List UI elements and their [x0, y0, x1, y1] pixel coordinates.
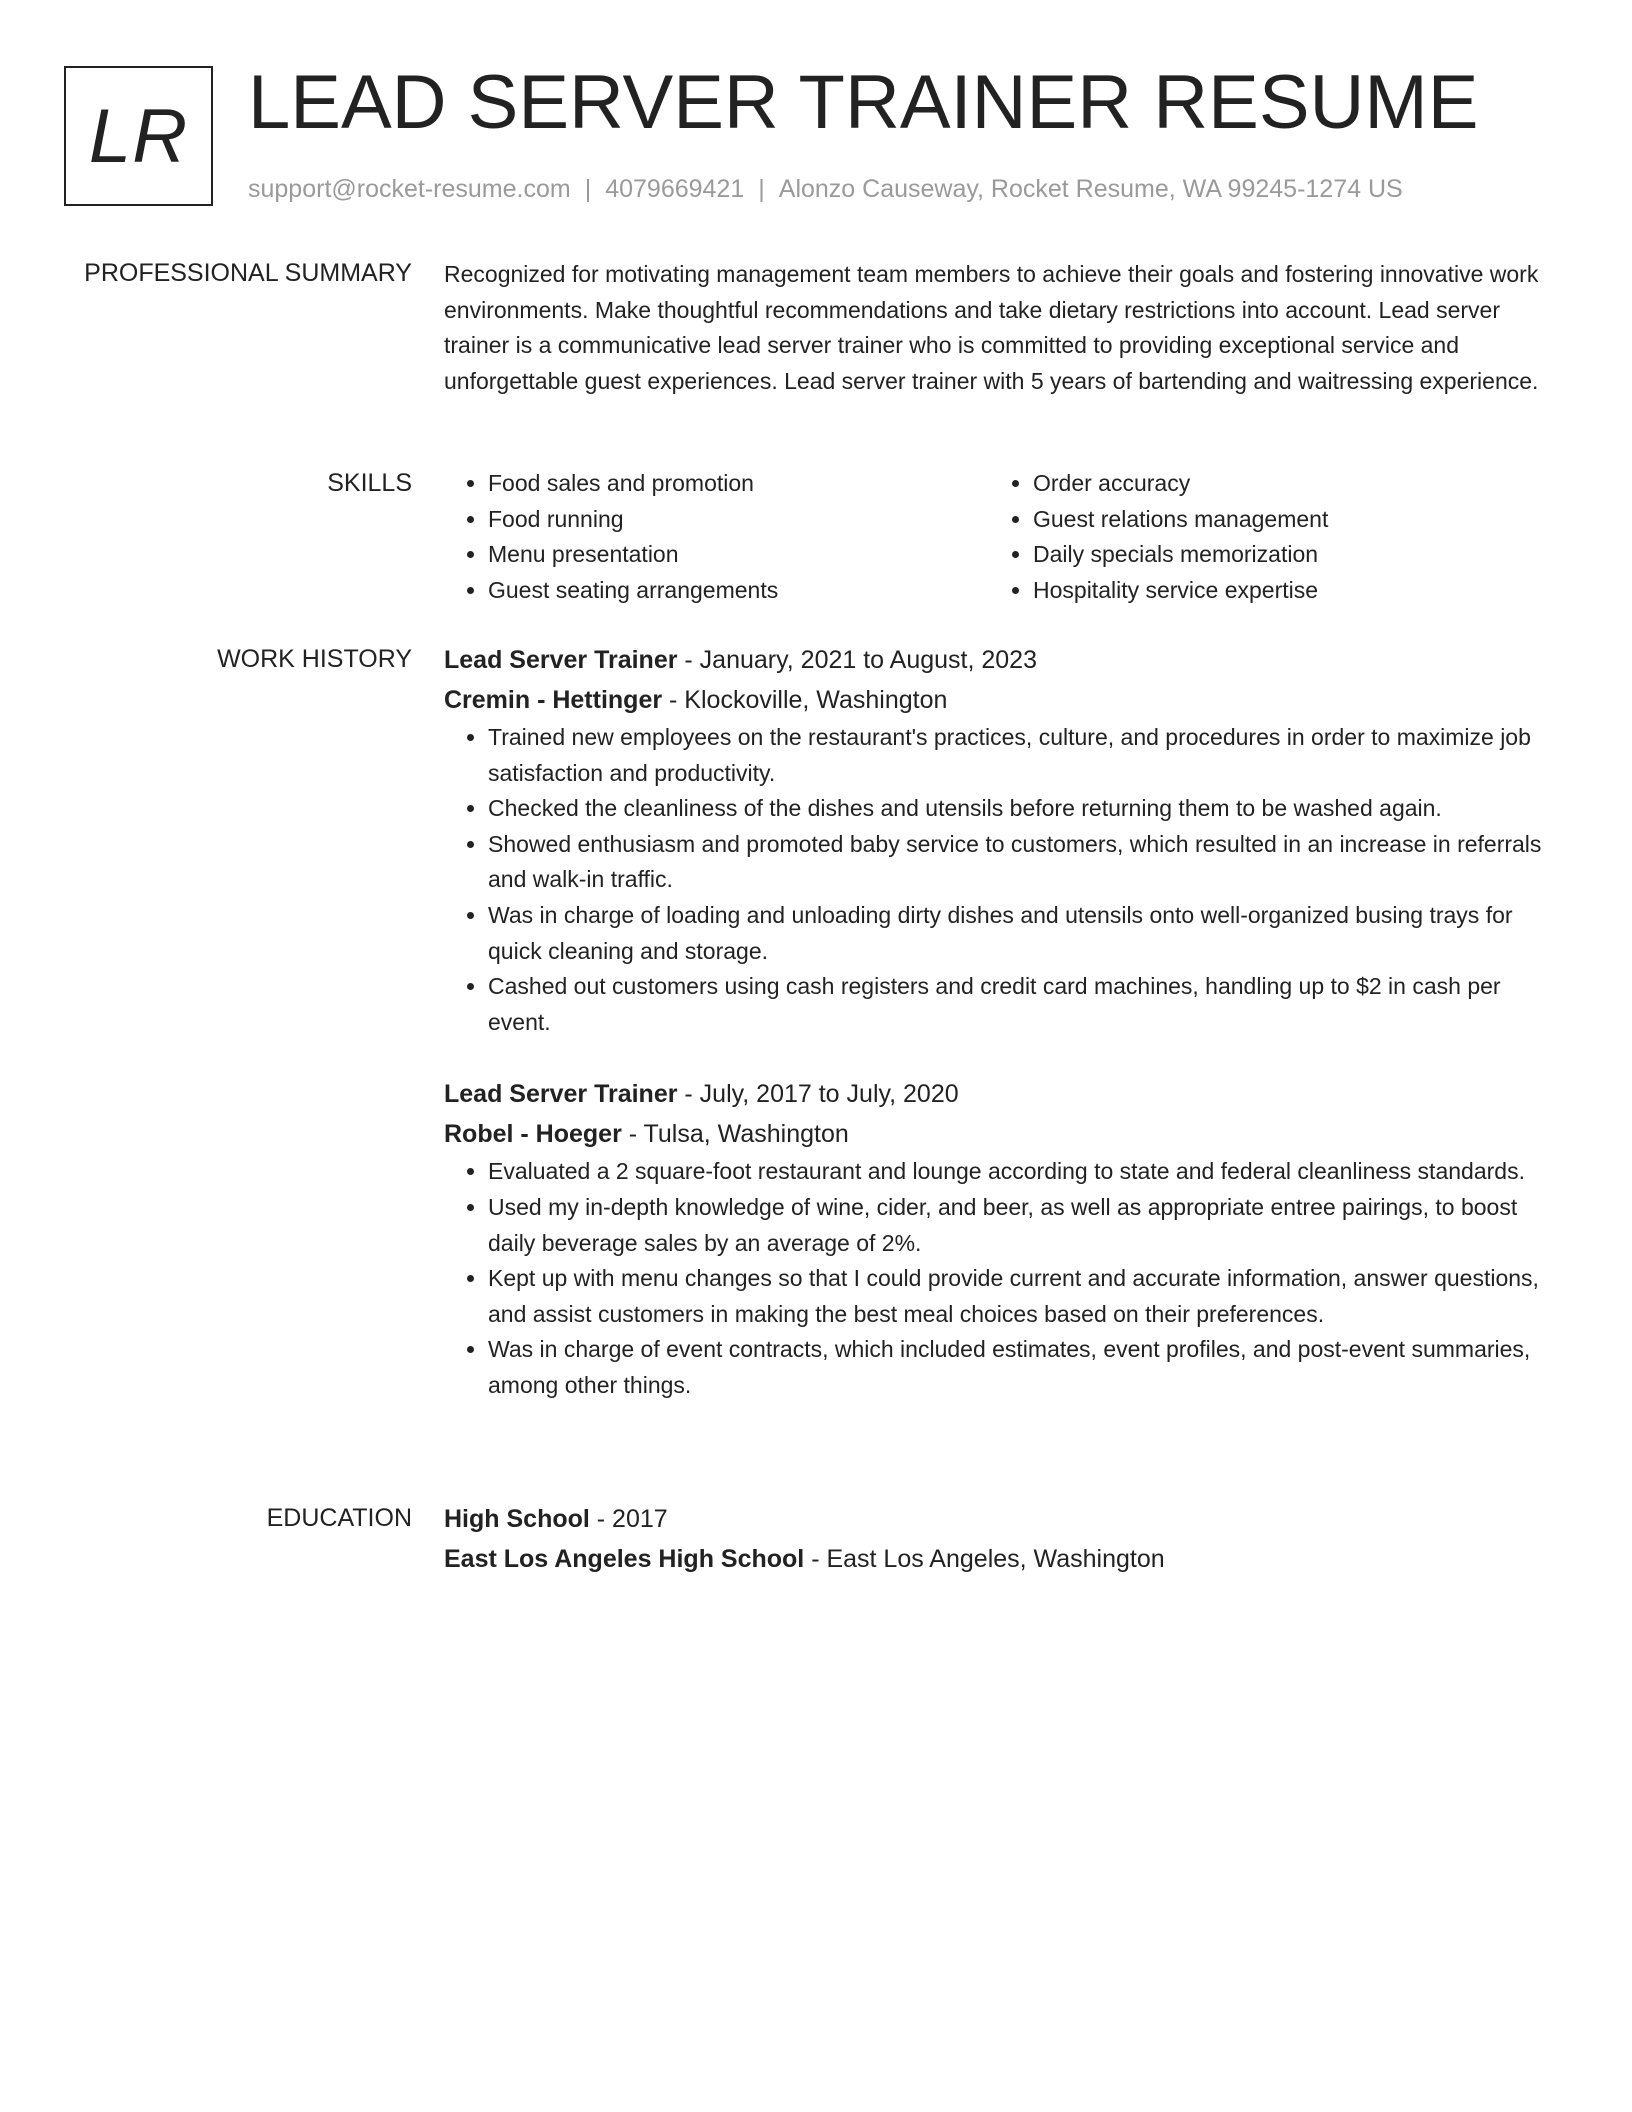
contact-separator: |: [584, 175, 592, 203]
skill-item: • Menu presentation: [488, 537, 989, 573]
skills-grid: [444, 466, 1554, 608]
skill-item: • Food running: [488, 502, 989, 538]
job-entry: [444, 640, 1554, 1040]
contact-separator: |: [758, 175, 765, 203]
skill-item: • Order accuracy: [1033, 466, 1534, 502]
education-year: - 2017: [589, 1505, 668, 1533]
work-history-heading: WORK HISTORY: [217, 645, 412, 673]
job-location: - Tulsa, Washington: [621, 1120, 849, 1149]
education-degree: High School: [444, 1505, 590, 1533]
skill-item: • Guest seating arrangements: [488, 573, 989, 609]
job-duty: • Used my in-depth knowledge of wine, cider, and beer, as well as appropriate entree pairings, to boost daily beverage sales by an average of 2%.: [488, 1190, 1554, 1261]
job-title: Lead Server Trainer: [444, 1080, 678, 1109]
job-location: - Klockoville, Washington: [662, 686, 948, 714]
summary-heading: PROFESSIONAL SUMMARY: [84, 259, 412, 287]
education-location: - East Los Angeles, Washington: [804, 1545, 1165, 1573]
job-duties-list: [444, 1154, 1554, 1403]
contact-address: Alonzo Causeway, Rocket Resume, WA 99245-1274 US: [778, 175, 1403, 203]
job-duty: • Evaluated a 2 square-foot restaurant and lounge according to state and federal cleanliness standards.: [488, 1154, 1554, 1190]
job-entry: [444, 1074, 1554, 1403]
education-school: East Los Angeles High School: [444, 1545, 805, 1573]
job-company-line: [444, 680, 1554, 720]
job-company: Robel - Hoeger: [444, 1120, 622, 1149]
contact-email: support@rocket-resume.com: [248, 175, 571, 203]
job-title-line: [444, 640, 1554, 680]
skill-item: • Daily specials memorization: [1033, 537, 1534, 573]
contact-line: [248, 172, 1403, 206]
job-duties-list: [444, 720, 1554, 1040]
contact-phone: 4079669421: [605, 175, 745, 203]
monogram-logo: LR: [64, 66, 213, 206]
job-dates: - July, 2017 to July, 2020: [677, 1080, 959, 1109]
job-duty: • Showed enthusiasm and promoted baby service to customers, which resulted in an increase in referrals and walk-in traffic.: [488, 827, 1554, 898]
skills-heading: SKILLS: [327, 469, 412, 497]
job-duty: • Checked the cleanliness of the dishes and utensils before returning them to be washed again.: [488, 791, 1554, 827]
job-duty: • Kept up with menu changes so that I could provide current and accurate information, answer questions, and assist customers in making the best meal choices based on their preferences.: [488, 1261, 1554, 1332]
education-heading: EDUCATION: [266, 1504, 412, 1532]
skills-list-left: [444, 466, 989, 608]
skill-item: • Guest relations management: [1033, 502, 1534, 538]
education-school-line: [444, 1539, 1554, 1579]
job-company-line: [444, 1114, 1554, 1154]
skills-list-right: [989, 466, 1534, 608]
education-degree-line: [444, 1499, 1554, 1539]
skill-item: • Food sales and promotion: [488, 466, 989, 502]
job-duty: • Cashed out customers using cash registers and credit card machines, handling up to $2 in cash per event.: [488, 969, 1554, 1040]
job-duty: • Was in charge of loading and unloading dirty dishes and utensils onto well-organized busing trays for quick cleaning and storage.: [488, 898, 1554, 969]
job-title-line: [444, 1074, 1554, 1114]
summary-paragraph: Recognized for motivating management team members to achieve their goals and fostering innovative work environments. Make thoughtful recommendations and take dietary restrictions into account. Lead server trainer is a communicative lead server trainer who is committed to providing exceptional service and unforgettable guest experiences. Lead server trainer with 5 years of bartending and waitressing experience.: [444, 261, 1539, 394]
job-company: Cremin - Hettinger: [444, 686, 663, 714]
resume-title: LEAD SERVER TRAINER RESUME: [248, 60, 1479, 145]
job-duty: • Was in charge of event contracts, which included estimates, event profiles, and post-event summaries, among other things.: [488, 1332, 1554, 1403]
job-title: Lead Server Trainer: [444, 646, 678, 674]
job-dates: - January, 2021 to August, 2023: [677, 646, 1037, 674]
job-duty: • Trained new employees on the restaurant's practices, culture, and procedures in order to maximize job satisfaction and productivity.: [488, 720, 1554, 791]
skill-item: • Hospitality service expertise: [1033, 573, 1534, 609]
